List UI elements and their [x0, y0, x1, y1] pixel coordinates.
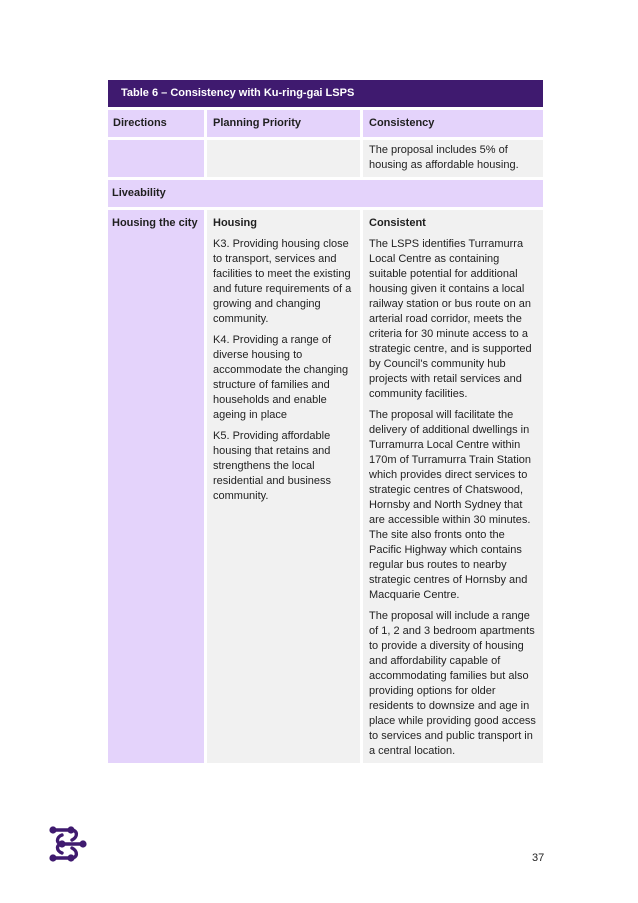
consistency-para-3: The proposal will include a range of 1, 2 and 3 bedroom apartments to provide a diversity of housing and affordability capable of accommodating families but also providing options for older residents to downsize and age in place while providing good access to services and public transport in a central location.: [369, 610, 536, 757]
priority-k4: K4. Providing a range of diverse housing to accommodate the changing structure of families and households and enable ageing in place: [213, 334, 349, 421]
continued-priority-cell: [207, 140, 360, 177]
priority-k3: K3. Providing housing close to transport, services and facilities to meet the existing and future requirements of a growing and changing community.: [213, 238, 352, 325]
consistency-para-1: The LSPS identifies Turramurra Local Centre as containing suitable potential for additional housing given it contains a local railway station or bus route on an arterial road corridor, meets the criteria for 30 minute access to a strategic centre, and is supported by Council's community hub projects with retail services and community facilities.: [369, 238, 532, 400]
header-directions: Directions: [108, 110, 204, 137]
connected-nodes-logo-icon: [48, 825, 90, 863]
table-header-row: [108, 110, 543, 137]
consistency-para-2: The proposal will facilitate the delivery of additional dwellings in Turramurra Local Centre within 170m of Turramurra Train Station which provides direct services to strategic centres of Chatswood, Hornsby and North Sydney that are accessible within 30 minutes. The site also fronts onto the Pacific Highway which contains regular bus routes to nearby strategic centres of Hornsby and Macquarie Centre.: [369, 409, 532, 601]
table-row: [108, 210, 543, 763]
section-heading-liveability: Liveability: [108, 180, 543, 207]
continued-direction-cell: [108, 140, 204, 177]
direction-cell: Housing the city: [108, 210, 204, 763]
header-planning-priority: Planning Priority: [207, 110, 360, 137]
priority-k5: K5. Providing affordable housing that retains and strengthens the local residential and business community.: [213, 430, 332, 502]
page-number: 37: [532, 852, 545, 864]
continued-consistency-cell: The proposal includes 5% of housing as affordable housing.: [363, 140, 543, 177]
consistency-table: [108, 80, 543, 763]
priority-title: Housing: [213, 217, 257, 229]
table-caption: Table 6 – Consistency with Ku-ring-gai LSPS: [108, 80, 543, 107]
table-row: [108, 140, 543, 177]
consistency-cell: [363, 210, 543, 763]
header-consistency: Consistency: [363, 110, 543, 137]
priority-cell: [207, 210, 360, 763]
consistency-title: Consistent: [369, 217, 426, 229]
